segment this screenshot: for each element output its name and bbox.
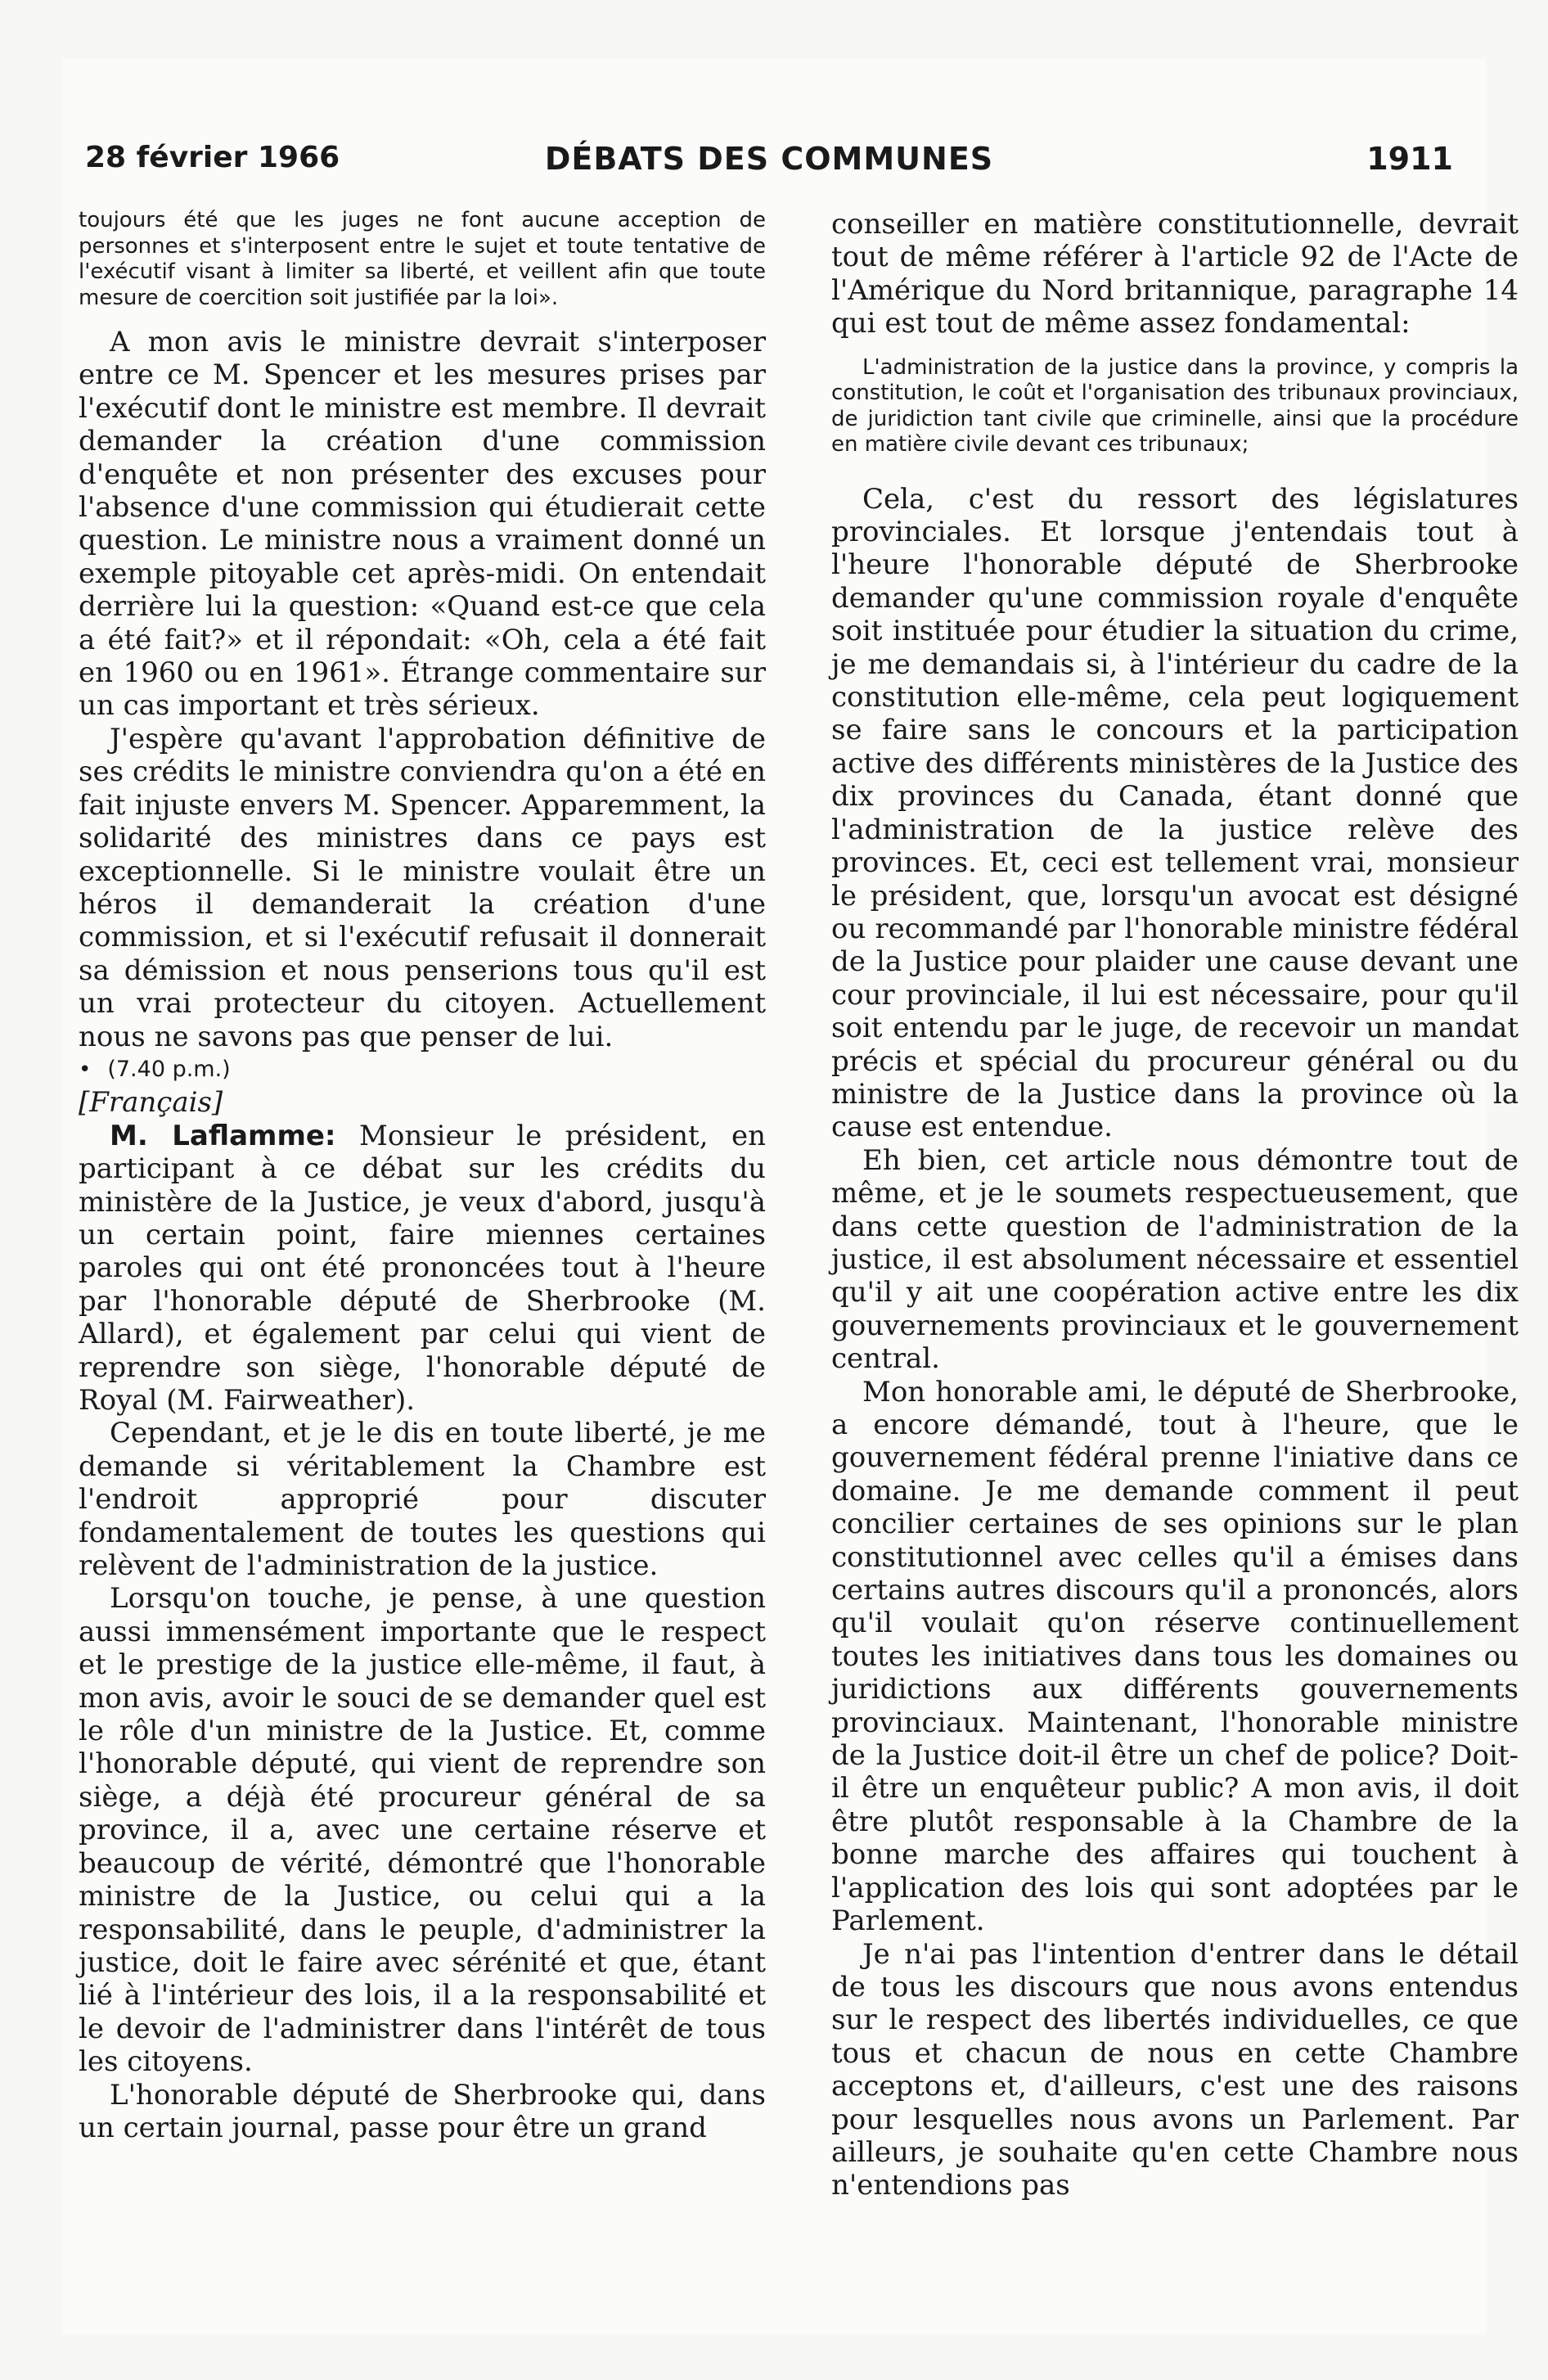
speaker-name: M. Laflamme: bbox=[110, 1119, 336, 1152]
quote-continuation: toujours été que les juges ne font aucune acception de personnes et s'interposent entre le sujet et toute tentative de l'exécutif visant à limiter sa liberté, et veillent afin que toute mesure de coercition soit justifiée par la loi». bbox=[79, 208, 766, 310]
header-title: DÉBATS DES COMMUNES bbox=[544, 141, 994, 177]
paragraph: Lorsqu'on touche, je pense, à une question aussi immensément importante que le respect et le prestige de la justice elle-même, il faut, à mon avis, avoir le souci de se demander quel est le rôle d'un ministre de la Justice. Et, comme l'honorable député, qui vient de reprendre son siège, a déjà été procureur général de sa province, il a, avec une certaine réserve et beaucoup de vérité, démontré que l'honorable ministre de la Justice, ou celui qui a la responsabilité, dans le peuple, d'administrer la justice, doit le faire avec sérénité et que, étant lié à l'intérieur des lois, il a la responsabilité et le devoir de l'administrer dans l'intérêt de tous les citoyens. bbox=[79, 1582, 766, 2079]
paragraph: Eh bien, cet article nous démontre tout de même, et je le soumets respectueusement, que dans cette question de l'administration de la justice, il est absolument nécessaire et essentiel qu'il y ait une coopération active entre les dix gouvernements provinciaux et le gouvernement central. bbox=[831, 1143, 1519, 1376]
language-marker: [Français] bbox=[79, 1086, 223, 1120]
page-header bbox=[85, 141, 1453, 190]
paragraph: Mon honorable ami, le député de Sherbrooke, a encore démandé, tout à l'heure, que le gouvernement fédéral prenne l'iniative dans ce domaine. Je me demande comment il peut concilier certaines de ses opinions sur le plan constitutionnel avec celles qu'il a émises dans certains autres discours qu'il a prononcés, alors qu'il voulait qu'on réserve continuellement toutes les initiatives dans tous les domaines ou juridictions aux différents gouvernements provinciaux. Maintenant, l'honorable ministre de la Justice doit-il être un chef de police? Doit-il être un enquêteur public? A mon avis, il doit être plutôt responsable à la Chambre de la bonne marche des affaires qui touchent à l'application des lois qui sont adoptées par le Parlement. bbox=[831, 1375, 1519, 1938]
paragraph: L'honorable député de Sherbrooke qui, dans un certain journal, passe pour être un grand bbox=[79, 2078, 766, 2144]
paragraph: Je n'ai pas l'intention d'entrer dans le détail de tous les discours que nous avons entendus sur le respect des libertés individuelles, ce que tous et chacun de nous en cette Chambre acceptons et, d'ailleurs, c'est une des raisons pour lesquelles nous avons un Parlement. Par ailleurs, je souhaite qu'en cette Chambre nous n'entendions pas bbox=[831, 1937, 1519, 2202]
time-marker-text: (7.40 p.m.) bbox=[107, 1056, 231, 1082]
document-page bbox=[62, 59, 1519, 2334]
speaker-paragraph bbox=[79, 1120, 766, 1418]
paragraph: Cela, c'est du ressort des législatures provinciales. Et lorsque j'entendais tout à l'heure l'honorable député de Sherbrooke demander qu'une commission royale d'enquête soit instituée pour étudier la situation du crime, je me demandais si, à l'intérieur du cadre de la constitution elle-même, cela peut logiquement se faire sans le concours et la participation active des différents ministères de la Justice des dix provinces du Canada, étant donné que l'administration de la justice relève des provinces. Et, ceci est tellement vrai, monsieur le président, que, lorsqu'un avocat est désigné ou recommandé par l'honorable ministre fédéral de la Justice pour plaider une cause devant une cour provinciale, il lui est nécessaire, pour qu'il soit entendu par le juge, de recevoir un mandat précis et spécial du procureur général ou du ministre de la Justice dans la province où la cause est entendue. bbox=[831, 482, 1519, 1144]
header-date: 28 février 1966 bbox=[85, 141, 340, 174]
paragraph: conseiller en matière constitutionnelle, devrait tout de même référer à l'article 92 de l'Acte de l'Amérique du Nord britannique, paragraphe 14 qui est tout de même assez fondamental: bbox=[831, 208, 1519, 340]
left-column bbox=[79, 208, 766, 2144]
time-marker bbox=[79, 1053, 766, 1086]
quoted-article: L'administration de la justice dans la province, y compris la constitution, le coût et l'organisation des tribunaux provinciaux, de juridiction tant civile que criminelle, ainsi que la procédure en matière civile devant ces tribunaux; bbox=[831, 354, 1519, 458]
right-column bbox=[831, 208, 1519, 2202]
speaker-text: Monsieur le président, en participant à ce débat sur les crédits du ministère de la Justice, je veux d'abord, jusqu'à un certain point, faire miennes certaines paroles qui ont été prononcées tout à l'heure par l'honorable député de Sherbrooke (M. Allard), et également par celui qui vient de reprendre son siège, l'honorable député de Royal (M. Fairweather). bbox=[79, 1119, 767, 1417]
bullet-icon: • bbox=[79, 1057, 92, 1082]
paragraph: Cependant, et je le dis en toute liberté, je me demande si véritablement la Chambre est l'endroit approprié pour discuter fondamentalement de toutes les questions qui relèvent de l'administration de la justice. bbox=[79, 1417, 766, 1583]
paragraph: A mon avis le ministre devrait s'interposer entre ce M. Spencer et les mesures prises par l'exécutif dont le ministre est membre. Il devrait demander la création d'une commission d'enquête et non présenter des excuses pour l'absence d'une commission qui étudierait cette question. Le ministre nous a vraiment donné un exemple pitoyable cet après-midi. On entendait derrière lui la question: «Quand est-ce que cela a été fait?» et il répondait: «Oh, cela a été fait en 1960 ou en 1961». Étrange commentaire sur un cas important et très sérieux. bbox=[79, 326, 766, 723]
paragraph: J'espère qu'avant l'approbation définitive de ses crédits le ministre conviendra qu'on a été en fait injuste envers M. Spencer. Apparemment, la solidarité des ministres dans ce pays est exceptionnelle. Si le ministre voulait être un héros il demanderait la création d'une commission, et si l'exécutif refusait il donnerait sa démission et nous penserions tous qu'il est un vrai protecteur du citoyen. Actuellement nous ne savons pas que penser de lui. bbox=[79, 722, 766, 1053]
page-number: 1911 bbox=[1366, 141, 1453, 177]
